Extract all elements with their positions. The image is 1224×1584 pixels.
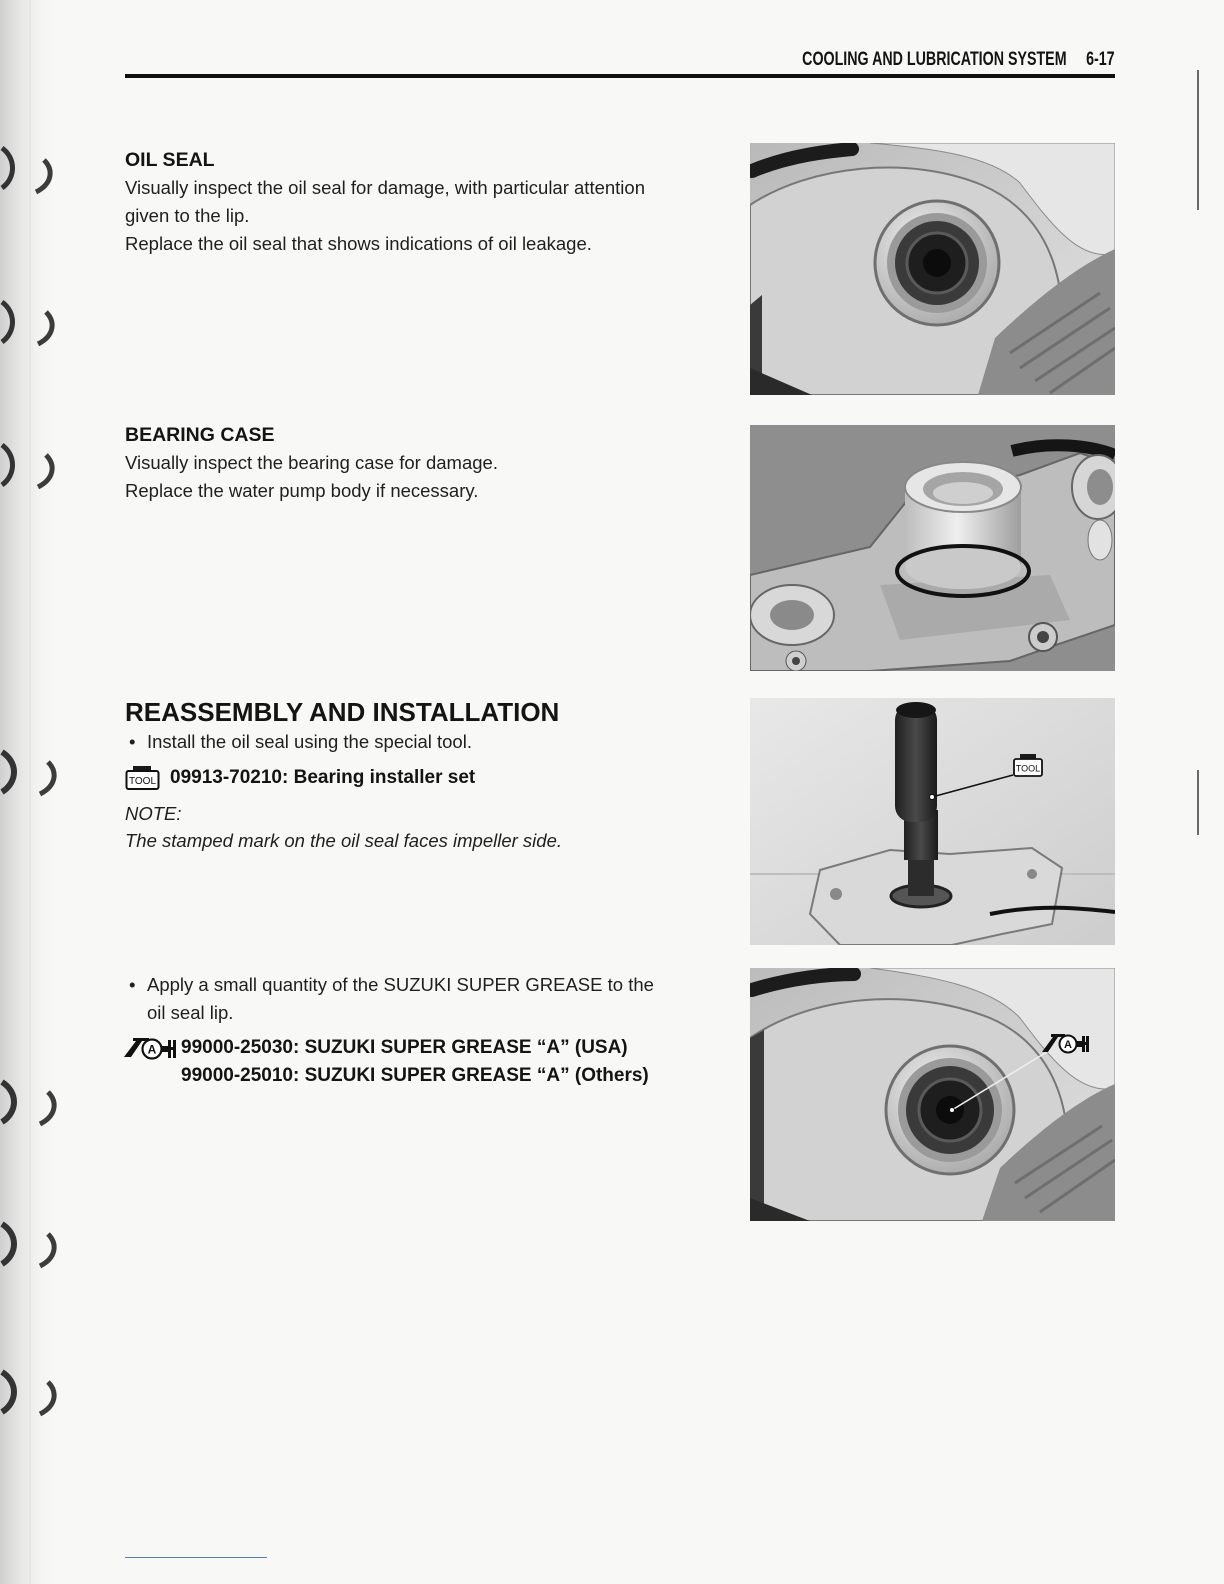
grease-spec-usa: 99000-25030: SUZUKI SUPER GREASE “A” (USA) [181, 1037, 628, 1058]
install-step [129, 728, 472, 756]
grease-icon [122, 1035, 178, 1061]
bullet: • [129, 974, 136, 995]
grease-step-text: oil seal lip. [147, 1002, 234, 1023]
svg-text:TOOL: TOOL [1015, 763, 1041, 774]
seal-installation-photo [750, 698, 1115, 945]
footer-line [125, 1557, 267, 1558]
section-title: COOLING AND LUBRICATION SYSTEM [802, 49, 1067, 70]
note-text: The stamped mark on the oil seal faces impeller side. [125, 830, 563, 851]
bullet: • [129, 731, 136, 752]
svg-text:TOOL: TOOL [128, 776, 157, 787]
bearing-case-section [125, 421, 498, 505]
install-step-text: Install the oil seal using the special tool. [147, 731, 472, 752]
binder-edge-shadow [0, 0, 70, 1584]
oil-seal-section [125, 146, 645, 258]
right-edge-mark [1197, 70, 1199, 210]
note-label: NOTE: [125, 803, 182, 824]
bearing-case-photo [750, 425, 1115, 671]
seal-lip-grease-photo [750, 968, 1115, 1221]
svg-text:A: A [147, 1042, 157, 1057]
bearing-case-text-line: Replace the water pump body if necessary. [125, 480, 479, 501]
oil-seal-text-line: Visually inspect the oil seal for damage, with particular attention [125, 177, 645, 198]
running-header [803, 49, 1115, 71]
reassembly-heading: REASSEMBLY AND INSTALLATION [125, 697, 560, 727]
special-tool-spec: 09913-70210: Bearing installer set [170, 767, 476, 788]
grease-spec-others: 99000-25010: SUZUKI SUPER GREASE “A” (Others) [181, 1065, 649, 1086]
oil-seal-text-line: Replace the oil seal that shows indications of oil leakage. [125, 233, 592, 254]
oil-seal-text-line: given to the lip. [125, 205, 250, 226]
oil-seal-heading: OIL SEAL [125, 149, 215, 171]
bearing-case-text-line: Visually inspect the bearing case for damage. [125, 452, 498, 473]
svg-text:A: A [1064, 1039, 1072, 1051]
page-number: 6-17 [1086, 49, 1115, 70]
special-tool-icon [125, 765, 161, 791]
oil-seal-photo [750, 143, 1115, 395]
bearing-case-heading: BEARING CASE [125, 424, 275, 446]
grease-step [129, 971, 654, 999]
grease-step-text: Apply a small quantity of the SUZUKI SUPER GREASE to the [147, 974, 654, 995]
header-rule [125, 74, 1115, 78]
right-edge-mark [1197, 770, 1199, 835]
